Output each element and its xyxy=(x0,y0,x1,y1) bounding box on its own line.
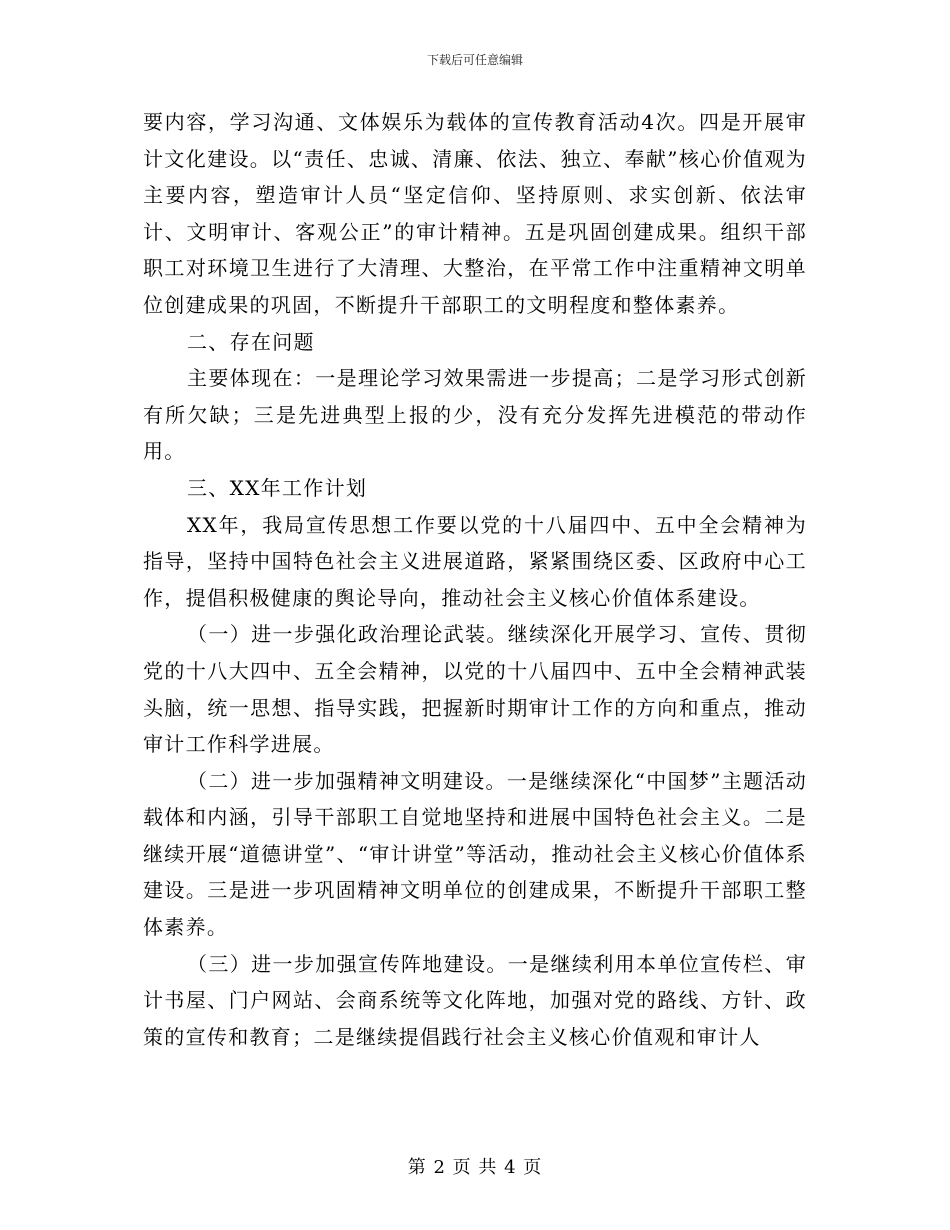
paragraph-problems: 主要体现在：一是理论学习效果需进一步提高；二是学习形式创新有所欠缺；三是先进典型上报的少，没有充分发挥先进模范的带动作用。 xyxy=(143,366,807,464)
document-body xyxy=(143,104,807,1055)
paragraph-plan-item-3: （三）进一步加强宣传阵地建设。一是继续利用本单位宣传栏、审计书屋、门户网站、会商系统等文化阵地，加强对党的路线、方针、政策的宣传和教育；二是继续提倡践行社会主义核心价值观和审计人 xyxy=(143,951,807,1049)
paragraph-plan-intro: XX年，我局宣传思想工作要以党的十八届四中、五中全会精神为指导，坚持中国特色社会主义进展道路，紧紧围绕区委、区政府中心工作，提倡积极健康的舆论导向，推动社会主义核心价值体系建设。 xyxy=(143,512,807,610)
paragraph-continuation: 要内容，学习沟通、文体娱乐为载体的宣传教育活动4次。四是开展审计文化建设。以“责任、忠诚、清廉、依法、独立、奉献”核心价值观为主要内容，塑造审计人员“坚定信仰、坚持原则、求实创新、依法审计、文明审计、客观公正”的审计精神。五是巩固创建成果。组织干部职工对环境卫生进行了大清理、大整治，在平常工作中注重精神文明单位创建成果的巩固，不断提升干部职工的文明程度和整体素养。 xyxy=(143,110,807,317)
paragraph-plan-item-1: （一）进一步强化政治理论武装。继续深化开展学习、宣传、贯彻党的十八大四中、五全会精神，以党的十八届四中、五中全会精神武装头脑，统一思想、指导实践，把握新时期审计工作的方向和重点，推动审计工作科学进展。 xyxy=(143,622,807,757)
section-heading-plan: 三、XX年工作计划 xyxy=(187,475,368,500)
section-heading-problems: 二、存在问题 xyxy=(187,329,315,354)
paragraph-plan-item-2: （二）进一步加强精神文明建设。一是继续深化“中国梦”主题活动载体和内涵，引导干部职工自觉地坚持和进展中国特色社会主义。二是继续开展“道德讲堂”、“审计讲堂”等活动，推动社会主义核心价值体系建设。三是进一步巩固精神文明单位的创建成果，不断提升干部职工整体素养。 xyxy=(143,768,807,940)
page-number-footer: 第 2 页 共 4 页 xyxy=(407,1157,543,1178)
page-header-note: 下载后可任意编辑 xyxy=(426,53,523,67)
